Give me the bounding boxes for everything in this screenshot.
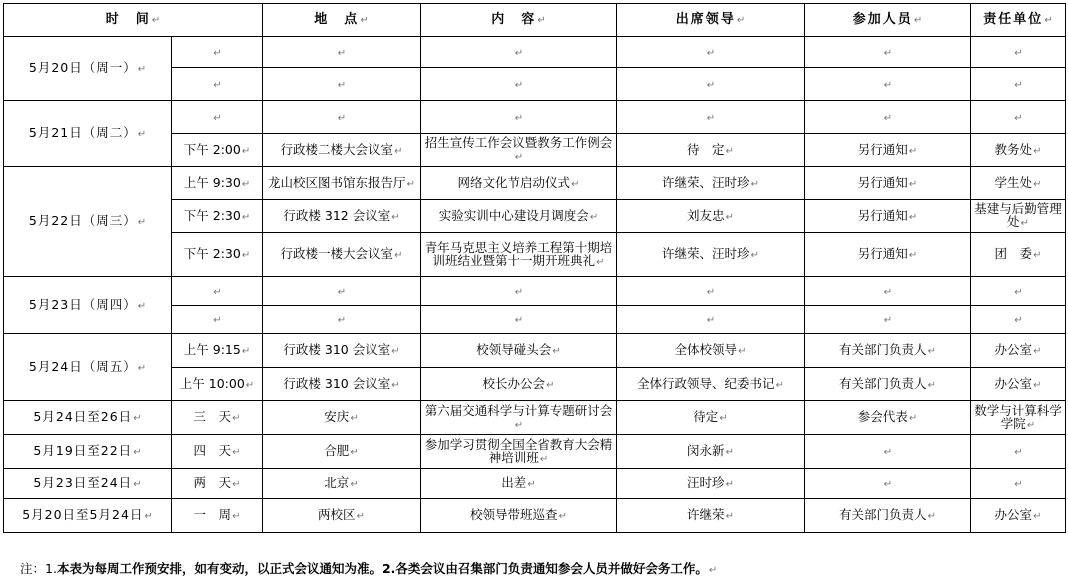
cell-leader xyxy=(617,167,805,200)
cell-place xyxy=(263,200,421,233)
cell-content xyxy=(421,306,617,334)
paragraph-mark-icon: ↵ xyxy=(514,79,524,91)
paragraph-mark-icon: ↵ xyxy=(337,286,347,298)
cell-content xyxy=(421,37,617,68)
cell-place xyxy=(263,499,421,533)
paragraph-mark-icon: ↵ xyxy=(738,346,747,357)
cell-leader xyxy=(617,401,805,435)
paragraph-mark-icon: ↵ xyxy=(394,145,403,157)
cell-content-text: 校领导碰头会 xyxy=(476,342,552,357)
cell-time xyxy=(172,233,263,277)
day-date xyxy=(4,167,172,277)
paragraph-mark-icon: ↵ xyxy=(775,379,784,391)
cell-time xyxy=(172,68,263,101)
cell-unit xyxy=(971,134,1066,167)
paragraph-mark-icon: ↵ xyxy=(241,145,251,157)
cell-leader xyxy=(617,368,805,401)
cell-content xyxy=(421,469,617,499)
paragraph-mark-icon: ↵ xyxy=(596,256,605,268)
paragraph-mark-icon: ↵ xyxy=(883,112,893,124)
cell-content xyxy=(421,368,617,401)
paragraph-mark-icon: ↵ xyxy=(356,511,365,522)
cell-time xyxy=(172,134,263,167)
header-row xyxy=(4,4,1066,37)
cell-content-text: 实验实训中心建设月调度会 xyxy=(438,207,589,223)
cell-place xyxy=(263,101,421,134)
paragraph-mark-icon: ↵ xyxy=(514,152,524,163)
cell-place-text: 北京 xyxy=(324,475,350,490)
cell-content-text: 出差 xyxy=(501,475,527,490)
paragraph-mark-icon: ↵ xyxy=(706,286,716,298)
cell-content xyxy=(421,277,617,306)
cell-content-text: 校领导带班巡查 xyxy=(470,507,558,522)
paragraph-mark-icon: ↵ xyxy=(719,413,728,424)
paragraph-mark-icon: ↵ xyxy=(927,511,936,522)
cell-unit xyxy=(971,435,1066,469)
cell-leader-text: 许继荣 xyxy=(687,507,725,522)
paragraph-mark-icon: ↵ xyxy=(552,346,561,357)
paragraph-mark-icon: ↵ xyxy=(350,413,359,424)
cell-participants-text: 另行通知 xyxy=(857,141,908,157)
paragraph-mark-icon: ↵ xyxy=(337,112,347,124)
paragraph-mark-icon: ↵ xyxy=(133,479,142,490)
cell-content xyxy=(421,101,617,134)
cell-date xyxy=(4,435,172,469)
cell-content-text: 第六届交通科学与计算专题研讨会 xyxy=(424,402,613,418)
cell-place xyxy=(263,306,421,334)
cell-leader xyxy=(617,200,805,233)
cell-content-text: 参加学习贯彻全国全省教育大会精神培训班 xyxy=(424,436,613,465)
day-date-text: 5月22日（周三） xyxy=(28,213,137,228)
paragraph-mark-icon: ↵ xyxy=(1014,447,1023,458)
paragraph-mark-icon: ↵ xyxy=(908,211,918,223)
paragraph-mark-icon: ↵ xyxy=(750,250,759,261)
paragraph-mark-icon: ↵ xyxy=(241,211,251,223)
paragraph-mark-icon: ↵ xyxy=(883,447,893,458)
cell-unit-text: 基建与后勤管理处 xyxy=(974,201,1062,229)
paragraph-mark-icon: ↵ xyxy=(883,315,893,326)
paragraph-mark-icon: ↵ xyxy=(232,447,241,458)
cell-participants xyxy=(805,306,971,334)
cell-time xyxy=(172,368,263,401)
cell-participants xyxy=(805,499,971,533)
paragraph-mark-icon: ↵ xyxy=(137,129,147,140)
cell-place-text: 行政楼 312 会议室 xyxy=(283,207,391,223)
header-place: 地 点↵ xyxy=(263,4,421,37)
paragraph-mark-icon: ↵ xyxy=(883,286,893,298)
paragraph-mark-icon: ↵ xyxy=(350,447,359,458)
paragraph-mark-icon: ↵ xyxy=(908,178,918,190)
paragraph-mark-icon: ↵ xyxy=(133,413,142,424)
cell-date-text: 5月23日至24日 xyxy=(33,475,133,490)
cell-place xyxy=(263,233,421,277)
cell-leader xyxy=(617,233,805,277)
paragraph-mark-icon: ↵ xyxy=(394,250,403,261)
cell-content xyxy=(421,334,617,368)
cell-unit xyxy=(971,368,1066,401)
cell-unit xyxy=(971,469,1066,499)
paragraph-mark-icon: ↵ xyxy=(539,453,549,465)
paragraph-mark-icon: ↵ xyxy=(241,346,251,357)
cell-content-text: 青年马克思主义培养工程第十期培训班结业暨第十一期开班典礼 xyxy=(424,239,613,268)
paragraph-mark-icon: ↵ xyxy=(213,315,222,326)
cell-time xyxy=(172,200,263,233)
cell-unit-text: 办公室 xyxy=(994,342,1033,357)
paragraph-mark-icon: ↵ xyxy=(750,178,759,190)
paragraph-mark-icon: ↵ xyxy=(927,346,936,357)
cell-content-text: 招生宣传工作会议暨教务工作例会 xyxy=(424,135,613,150)
cell-place-text: 龙山校区图书馆东报告厅 xyxy=(268,174,406,190)
paragraph-mark-icon: ↵ xyxy=(571,178,580,190)
cell-participants-text: 另行通知 xyxy=(857,246,908,261)
cell-time xyxy=(172,306,263,334)
cell-unit-text: 办公室 xyxy=(994,507,1033,522)
table-row xyxy=(4,435,1066,469)
paragraph-mark-icon: ↵ xyxy=(527,479,536,490)
paragraph-mark-icon: ↵ xyxy=(133,447,142,458)
paragraph-mark-icon: ↵ xyxy=(241,250,251,261)
paragraph-mark-icon: ↵ xyxy=(908,145,918,157)
paragraph-mark-icon: ↵ xyxy=(883,479,893,490)
cell-leader-text: 全体校领导 xyxy=(674,342,738,357)
cell-unit xyxy=(971,499,1066,533)
cell-leader xyxy=(617,469,805,499)
paragraph-mark-icon: ↵ xyxy=(337,47,347,59)
cell-unit-text: 学生处 xyxy=(994,174,1033,190)
cell-participants xyxy=(805,277,971,306)
table-row xyxy=(4,499,1066,533)
paragraph-mark-icon: ↵ xyxy=(1033,511,1042,522)
day-date-text: 5月24日（周五） xyxy=(28,358,137,374)
paragraph-mark-icon: ↵ xyxy=(232,413,241,424)
cell-participants-text: 另行通知 xyxy=(857,207,908,223)
table-row xyxy=(4,469,1066,499)
cell-leader xyxy=(617,334,805,368)
cell-time xyxy=(172,167,263,200)
cell-participants-text: 有关部门负责人 xyxy=(839,375,927,391)
cell-date-text: 5月24日至26日 xyxy=(33,409,133,424)
cell-participants xyxy=(805,334,971,368)
cell-unit xyxy=(971,401,1066,435)
cell-place-text: 行政楼一楼大会议室 xyxy=(280,246,394,261)
cell-place-text: 行政楼 310 会议室 xyxy=(283,375,391,391)
table-row xyxy=(4,401,1066,435)
paragraph-mark-icon: ↵ xyxy=(725,479,734,490)
paragraph-mark-icon: ↵ xyxy=(406,178,415,190)
cell-duration-text: 两 天 xyxy=(193,475,232,490)
paragraph-mark-icon: ↵ xyxy=(144,511,153,522)
paragraph-mark-icon: ↵ xyxy=(725,511,734,522)
cell-place xyxy=(263,277,421,306)
cell-time-text: 上午 9:30 xyxy=(183,174,241,190)
cell-leader xyxy=(617,37,805,68)
cell-leader-text: 待定 xyxy=(693,409,719,424)
cell-time-text: 上午 10:00 xyxy=(179,375,245,391)
paragraph-mark-icon: ↵ xyxy=(245,379,255,391)
paragraph-mark-icon: ↵ xyxy=(1033,346,1042,357)
cell-leader-text: 全体行政领导、纪委书记 xyxy=(637,375,775,391)
cell-unit xyxy=(971,101,1066,134)
cell-participants xyxy=(805,233,971,277)
cell-leader xyxy=(617,134,805,167)
cell-duration xyxy=(172,401,263,435)
table-row xyxy=(4,334,1066,368)
cell-place xyxy=(263,37,421,68)
paragraph-mark-icon: ↵ xyxy=(908,250,918,261)
cell-place-text: 两校区 xyxy=(318,507,356,522)
cell-place xyxy=(263,435,421,469)
schedule-table xyxy=(3,3,1066,533)
paragraph-mark-icon: ↵ xyxy=(1026,419,1036,431)
cell-participants xyxy=(805,37,971,68)
cell-place-text: 安庆 xyxy=(324,409,350,424)
paragraph-mark-icon: ↵ xyxy=(883,47,893,59)
day-date xyxy=(4,101,172,167)
paragraph-mark-icon: ↵ xyxy=(706,315,716,326)
cell-place xyxy=(263,134,421,167)
cell-unit-text: 团 委 xyxy=(994,246,1033,261)
paragraph-mark-icon: ↵ xyxy=(1014,479,1023,490)
paragraph-mark-icon: ↵ xyxy=(1033,250,1042,261)
header-content: 内 容↵ xyxy=(421,4,617,37)
cell-participants xyxy=(805,68,971,101)
cell-content-text: 校长办公会 xyxy=(482,375,546,391)
paragraph-mark-icon: ↵ xyxy=(1014,315,1023,326)
paragraph-mark-icon: ↵ xyxy=(1014,286,1023,298)
paragraph-mark-icon: ↵ xyxy=(558,511,567,522)
paragraph-mark-icon: ↵ xyxy=(137,362,147,374)
cell-unit-text: 数学与计算科学学院 xyxy=(974,402,1062,431)
cell-leader-text: 待 定 xyxy=(687,141,725,157)
paragraph-mark-icon: ↵ xyxy=(391,379,400,391)
paragraph-mark-icon: ↵ xyxy=(546,379,555,391)
table-row xyxy=(4,101,1066,134)
paragraph-mark-icon: ↵ xyxy=(1033,379,1042,391)
cell-participants xyxy=(805,167,971,200)
cell-leader xyxy=(617,101,805,134)
paragraph-mark-icon: ↵ xyxy=(232,479,241,490)
paragraph-mark-icon: ↵ xyxy=(232,511,241,522)
cell-content-text: 网络文化节启动仪式 xyxy=(457,174,571,190)
cell-participants xyxy=(805,435,971,469)
cell-duration xyxy=(172,469,263,499)
paragraph-mark-icon: ↵ xyxy=(241,178,251,190)
cell-time xyxy=(172,277,263,306)
paragraph-mark-icon: ↵ xyxy=(927,379,936,391)
paragraph-mark-icon: ↵ xyxy=(514,286,524,298)
paragraph-mark-icon: ↵ xyxy=(1033,145,1042,157)
cell-leader xyxy=(617,435,805,469)
cell-place xyxy=(263,469,421,499)
cell-participants xyxy=(805,134,971,167)
header-unit: 责任单位↵ xyxy=(971,4,1066,37)
header-leader: 出席领导↵ xyxy=(617,4,805,37)
day-date xyxy=(4,334,172,401)
cell-time xyxy=(172,101,263,134)
paragraph-mark-icon: ↵ xyxy=(1014,79,1023,91)
cell-content xyxy=(421,200,617,233)
paragraph-mark-icon: ↵ xyxy=(213,47,222,59)
paragraph-mark-icon: ↵ xyxy=(706,79,716,91)
cell-time-text: 下午 2:00 xyxy=(183,141,241,157)
paragraph-mark-icon: ↵ xyxy=(725,211,734,223)
cell-place-text: 行政楼 310 会议室 xyxy=(283,342,391,357)
cell-leader-text: 许继荣、汪时珍 xyxy=(662,174,750,190)
cell-leader xyxy=(617,306,805,334)
paragraph-mark-icon: ↵ xyxy=(725,447,734,458)
cell-unit-text: 办公室 xyxy=(994,375,1033,391)
day-date xyxy=(4,37,172,101)
cell-leader-text: 刘友忠 xyxy=(687,207,725,223)
paragraph-mark-icon: ↵ xyxy=(908,413,918,424)
cell-content xyxy=(421,401,617,435)
cell-content xyxy=(421,134,617,167)
paragraph-mark-icon: ↵ xyxy=(337,315,347,326)
cell-date-text: 5月19日至22日 xyxy=(33,443,133,458)
cell-unit xyxy=(971,334,1066,368)
cell-participants xyxy=(805,101,971,134)
cell-place xyxy=(263,401,421,435)
cell-content xyxy=(421,167,617,200)
cell-place xyxy=(263,68,421,101)
cell-content xyxy=(421,435,617,469)
paragraph-mark-icon: ↵ xyxy=(725,145,734,157)
cell-leader-text: 闵永新 xyxy=(687,443,725,458)
header-time: 时 间↵ xyxy=(4,4,263,37)
paragraph-mark-icon: ↵ xyxy=(137,300,147,312)
cell-duration xyxy=(172,435,263,469)
cell-participants-text: 另行通知 xyxy=(857,174,908,190)
paragraph-mark-icon: ↵ xyxy=(391,211,400,223)
paragraph-mark-icon: ↵ xyxy=(137,64,147,75)
paragraph-mark-icon: ↵ xyxy=(337,79,347,91)
paragraph-mark-icon: ↵ xyxy=(883,79,893,91)
paragraph-mark-icon: ↵ xyxy=(514,112,524,124)
cell-participants xyxy=(805,368,971,401)
header-participants: 参加人员↵ xyxy=(805,4,971,37)
paragraph-mark-icon: ↵ xyxy=(514,419,524,431)
cell-leader xyxy=(617,277,805,306)
cell-time-text: 上午 9:15 xyxy=(183,342,241,357)
paragraph-mark-icon: ↵ xyxy=(706,112,716,124)
table-row xyxy=(4,167,1066,200)
cell-unit-text: 教务处 xyxy=(994,141,1033,157)
cell-leader-text: 汪时珍 xyxy=(687,475,725,490)
cell-place xyxy=(263,334,421,368)
paragraph-mark-icon: ↵ xyxy=(1014,112,1023,124)
table-row xyxy=(4,277,1066,306)
cell-duration-text: 一 周 xyxy=(193,507,232,522)
cell-unit xyxy=(971,68,1066,101)
cell-duration-text: 四 天 xyxy=(193,443,232,458)
cell-time xyxy=(172,334,263,368)
cell-participants xyxy=(805,200,971,233)
day-date-text: 5月23日（周四） xyxy=(28,296,137,312)
cell-participants-text: 参会代表 xyxy=(857,409,908,424)
cell-date xyxy=(4,401,172,435)
table-row xyxy=(4,37,1066,68)
cell-time-text: 下午 2:30 xyxy=(183,207,241,223)
paragraph-mark-icon: ↵ xyxy=(706,47,716,59)
cell-unit xyxy=(971,167,1066,200)
cell-participants-text: 有关部门负责人 xyxy=(839,342,927,357)
cell-place-text: 合肥 xyxy=(324,443,350,458)
cell-place-text: 行政楼二楼大会议室 xyxy=(280,141,394,157)
paragraph-mark-icon: ↵ xyxy=(350,479,359,490)
paragraph-mark-icon: ↵ xyxy=(1014,47,1023,59)
paragraph-mark-icon: ↵ xyxy=(213,79,222,91)
cell-duration xyxy=(172,499,263,533)
day-date-text: 5月21日（周二） xyxy=(28,125,137,140)
paragraph-mark-icon: ↵ xyxy=(1033,178,1042,190)
cell-unit xyxy=(971,306,1066,334)
cell-content xyxy=(421,499,617,533)
cell-unit xyxy=(971,37,1066,68)
cell-unit xyxy=(971,200,1066,233)
paragraph-mark-icon: ↵ xyxy=(1020,218,1029,229)
cell-leader xyxy=(617,499,805,533)
cell-participants xyxy=(805,401,971,435)
day-date-text: 5月20日（周一） xyxy=(28,60,137,75)
cell-time xyxy=(172,37,263,68)
cell-leader xyxy=(617,68,805,101)
cell-content xyxy=(421,233,617,277)
cell-duration-text: 三 天 xyxy=(193,409,232,424)
cell-time-text: 下午 2:30 xyxy=(183,246,241,261)
paragraph-mark-icon: ↵ xyxy=(391,346,400,357)
cell-content xyxy=(421,68,617,101)
cell-date xyxy=(4,499,172,533)
cell-unit xyxy=(971,277,1066,306)
cell-place xyxy=(263,167,421,200)
paragraph-mark-icon: ↵ xyxy=(514,315,524,326)
cell-place xyxy=(263,368,421,401)
cell-date-text: 5月20日至5月24日 xyxy=(22,507,144,522)
cell-leader-text: 许继荣、汪时珍 xyxy=(662,246,750,261)
paragraph-mark-icon: ↵ xyxy=(589,211,599,223)
paragraph-mark-icon: ↵ xyxy=(213,286,222,298)
cell-participants-text: 有关部门负责人 xyxy=(839,507,927,522)
day-date xyxy=(4,277,172,334)
paragraph-mark-icon: ↵ xyxy=(514,47,524,59)
footnote: 注：1.本表为每周工作预安排，如有变动，以正式会议通知为准。2.各类会议由召集部门负责通知参会人员并做好会务工作。↵ xyxy=(20,561,718,576)
cell-date xyxy=(4,469,172,499)
cell-participants xyxy=(805,469,971,499)
cell-unit xyxy=(971,233,1066,277)
paragraph-mark-icon: ↵ xyxy=(213,112,222,124)
paragraph-mark-icon: ↵ xyxy=(137,217,147,228)
